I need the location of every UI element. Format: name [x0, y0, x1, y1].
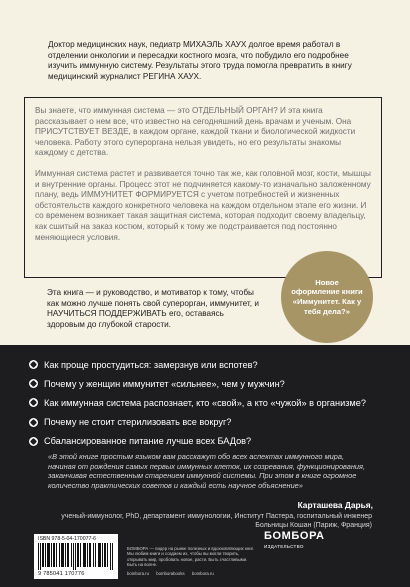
question-item — [29, 413, 389, 432]
question-item — [29, 355, 389, 374]
bullet-icon — [29, 379, 38, 388]
publisher-description: БОМБОРА — лидер на рынке полезных и вдохновляющих книг. Мы любим книги и создаем их, чтобы вы могли творить, открывать мир, пробовать новое, расти. Быть счастливыми. Быть на волне. — [127, 546, 254, 568]
bullet-icon — [29, 398, 38, 407]
barcode-icon — [38, 543, 114, 570]
reviewer-name: Карташева Дарья, — [297, 500, 373, 510]
publisher-link[interactable]: bombora.ru — [191, 571, 214, 576]
publisher-link[interactable]: bombora.ru — [127, 571, 149, 576]
bullet-icon — [29, 437, 38, 446]
question-item — [29, 374, 389, 393]
bullet-icon — [29, 360, 38, 369]
reviewer-title: ученый-иммунолог, PhD, департамент иммунологии, Институт Пастера, госпитальный инженер Больницы Кошан (Париж, Франция) — [61, 513, 372, 530]
barcode-number: 9 785041 170776 — [38, 571, 85, 577]
author-intro: Доктор медицинских наук, педиатр МИХАЭЛЬ ХАУХ долгое время работал в отделении онкологии и пересадки костного мозга, что побудило его подробнее изучить иммунную систему. Результаты этого труда помогла превратить в книгу медицинский журналист РЕГИНА ХАУХ. — [48, 40, 352, 81]
question-text: Как проще простудиться: замерзнув или вспотев? — [44, 359, 258, 370]
publisher-link[interactable]: bomborabooks — [156, 571, 185, 576]
publisher-logo: БОМБОРА — [264, 530, 325, 542]
question-item — [29, 393, 389, 412]
description-paragraph-1: Вы знаете, что иммунная система — это ОТДЕЛЬНЫЙ ОРГАН? И эта книга рассказывает о нем все, что известно на сегодняшний день врачам и ученым. Она ПРИСУТСТВУЕТ ВЕЗДЕ, в каждом органе, каждой ткани и биологической жидкости человека. Работу этого супероргана нельзя увидеть, но его результаты знакомы каждому с детства. — [35, 106, 356, 158]
description-paragraph-2: Иммунная система растет и развивается точно так же, как головной мозг, кости, мышцы и внутренние органы. Процесс этот не подчиняется какому-то изначально заложенному плану, ведь ИММУНИТЕТ ФОРМИРУЕТСЯ с учетом потребностей и жизненных обстоятельств каждого конкретного человека на каждом отдельном этапе его жизни. И со временем возникает такая защитная система, которая подходит своему владельцу, как сшитый на заказ костюм, который к тому же подстраивается под постоянно меняющиеся условия. — [35, 169, 371, 242]
guide-paragraph: Эта книга — и руководство, и мотиватор к тому, чтобы как можно лучше понять свой суперорган, иммунитет, и НАУЧИТЬСЯ ПОДДЕРЖИВАТЬ его, оставаясь здоровым до глубокой старости. — [47, 288, 259, 329]
badge-text: Новое оформление книги «Иммунитет. Как у тебя дела?» — [291, 277, 363, 316]
review-quote: «В этой книге простым языком вам расскажут обо всех аспектах иммунного мира, начиная от рождения самых первых иммунных клеток, их созревания, функционирования, заканчивая естественным старением иммунной системы. При этом в книге огромное количество практических советов и каждый есть научное объяснение» — [48, 452, 366, 490]
question-text: Почему не стоит стерилизовать все вокруг? — [44, 417, 232, 428]
barcode-block — [34, 534, 118, 579]
bullet-icon — [29, 418, 38, 427]
question-list — [29, 355, 389, 451]
isbn-label: ISBN 978-5-04-170077-6 — [38, 536, 96, 542]
question-item — [29, 432, 389, 451]
question-text: Как иммунная система распознает, кто «свой», а кто «чужой» в организме? — [44, 397, 366, 408]
new-edition-badge — [281, 251, 373, 343]
publisher-logo-subtitle: ИЗДАТЕЛЬСТВО — [264, 544, 304, 549]
question-text: Сбалансированное питание лучше всех БАДов? — [44, 436, 252, 447]
publisher-links — [127, 571, 307, 576]
question-text: Почему у женщин иммунитет «сильнее», чем у мужчин? — [44, 378, 285, 389]
